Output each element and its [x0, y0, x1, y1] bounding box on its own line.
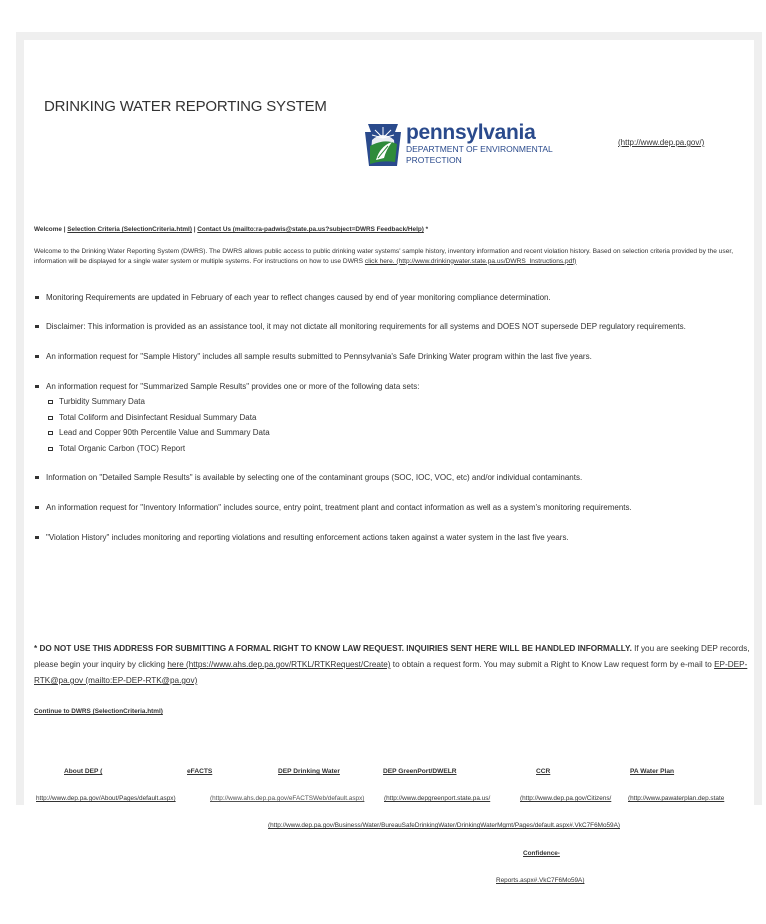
page-title: DRINKING WATER REPORTING SYSTEM — [44, 98, 327, 115]
list-item — [34, 530, 744, 545]
list-item-text: Information on "Detailed Sample Results" is available by selecting one of the contaminant groups (SOC, IOC, VOC, etc) and/or individual contaminants. — [46, 473, 583, 482]
logo-wordmark: pennsylvania — [406, 121, 536, 144]
list-item-text: "Violation History" includes monitoring and reporting violations and resulting enforcement actions taken against a water system in the last five years. — [46, 533, 569, 542]
list-item — [34, 349, 744, 364]
footer-url-ccr-part2[interactable]: Reports.aspx#.VkC7F6Mo59A) — [496, 877, 585, 884]
rtk-notice — [34, 641, 750, 689]
rtk-text: If you are seeking DEP records, please begin your inquiry by clicking — [34, 644, 750, 669]
continue-to-dwrs-link[interactable]: Continue to DWRS (SelectionCriteria.html) — [34, 708, 163, 715]
footer-link-dep-drinking-water[interactable]: DEP Drinking Water — [278, 768, 340, 775]
nav-separator: | — [191, 226, 198, 233]
list-item-text: An information request for "Inventory Information" includes source, entry point, treatment plant and contact information as well as a system's monitoring requirements. — [46, 503, 632, 512]
footer-url-ccr[interactable]: (http://www.dep.pa.gov/Citizens/ — [520, 795, 612, 802]
list-item — [34, 470, 744, 485]
footer-link-pa-water-plan[interactable]: PA Water Plan — [630, 768, 675, 775]
rtk-warning: * DO NOT USE THIS ADDRESS FOR SUBMITTING A FORMAL RIGHT TO KNOW LAW REQUEST. INQUIRIES SENT HERE WILL BE HANDLED INFORMALLY. — [34, 644, 632, 653]
rtk-request-link[interactable]: here (https://www.ahs.dep.pa.gov/RTKL/RTKRequest/Create) — [167, 660, 391, 669]
list-item-text: An information request for "Summarized Sample Results" provides one or more of the following data sets: — [46, 382, 420, 391]
list-item-text: An information request for "Sample History" includes all sample results submitted to Pennsylvania's Safe Drinking Water program within the last five years. — [46, 352, 592, 361]
intro-paragraph — [34, 247, 746, 266]
footer-link-efacts[interactable]: eFACTS — [187, 768, 213, 775]
intro-text: Welcome to the Drinking Water Reporting System (DWRS). The DWRS allows public access to public drinking water systems' sample history, inventory information and recent violation history. Based on selection criteria provided by the user, information will be displayed for a single water system or multiple systems. For instructions on how to use DWRS — [34, 248, 734, 265]
footer-link-greenport[interactable]: DEP GreenPort/DWELR — [383, 768, 457, 775]
sublist-item: Turbidity Summary Data — [46, 394, 744, 410]
dataset-sublist — [46, 394, 744, 456]
footer-url-greenport[interactable]: (http://www.depgreenport.state.pa.us/ — [384, 795, 491, 802]
footer-url-efacts[interactable]: (http://www.ahs.dep.pa.gov/eFACTSWeb/default.aspx) — [210, 795, 365, 802]
sublist-item: Total Organic Carbon (TOC) Report — [46, 441, 744, 457]
sublist-item: Total Coliform and Disinfectant Residual Summary Data — [46, 410, 744, 426]
sublist-item: Lead and Copper 90th Percentile Value and Summary Data — [46, 425, 744, 441]
logo-subtitle-line2: PROTECTION — [406, 155, 462, 165]
list-item — [34, 500, 744, 515]
list-item-text: Disclaimer: This information is provided as an assistance tool, it may not dictate all monitoring requirements for all systems and DOES NOT supersede DEP regulatory requirements. — [46, 322, 686, 331]
footer-link-about-dep[interactable]: About DEP ( — [64, 768, 103, 775]
info-list — [34, 290, 744, 560]
nav-separator: | — [61, 226, 68, 233]
footer-link-ccr[interactable]: CCR — [536, 768, 551, 775]
footer-url-drinking-water[interactable]: (http://www.dep.pa.gov/Business/Water/BureauSafeDrinkingWater/DrinkingWaterMgmt/Pages/default.aspx#.VkC7F6Mo59A) — [268, 822, 620, 829]
dep-home-link[interactable]: (http://www.dep.pa.gov/) — [618, 138, 705, 147]
pa-dep-logo[interactable] — [364, 122, 553, 166]
list-item-text: Monitoring Requirements are updated in February of each year to reflect changes caused by end of year monitoring compliance determination. — [46, 293, 551, 302]
nav-contact-us-link[interactable]: Contact Us (mailto:ra-padwis@state.pa.us?subject=DWRS Feedback/Help) — [197, 226, 424, 233]
list-item — [34, 319, 744, 334]
rtk-email-link[interactable]: EP-DEP-RTK@pa.gov (mailto:EP-DEP-RTK@pa.gov) — [34, 660, 748, 685]
top-nav — [34, 226, 428, 233]
rtk-text: to obtain a request form. You may submit a Right to Know Law request form by e-mail to — [390, 660, 715, 669]
instructions-link[interactable]: click here. (http://www.drinkingwater.state.pa.us/DWRS_Instructions.pdf) — [364, 257, 577, 265]
footer-url-about-dep[interactable]: http://www.dep.pa.gov/About/Pages/default.aspx) — [36, 795, 176, 802]
footer-url-ccr-part1[interactable]: Confidence- — [523, 850, 560, 857]
nav-asterisk: * — [423, 226, 429, 233]
nav-selection-criteria-link[interactable]: Selection Criteria (SelectionCriteria.html) — [67, 226, 192, 233]
list-item — [34, 290, 744, 305]
list-item — [34, 379, 744, 456]
footer-url-pa-water-plan[interactable]: (http://www.pawaterplan.dep.state — [628, 795, 725, 802]
logo-subtitle-line1: DEPARTMENT OF ENVIRONMENTAL — [406, 144, 553, 154]
keystone-logo-icon — [364, 122, 402, 166]
nav-welcome: Welcome — [34, 226, 62, 233]
